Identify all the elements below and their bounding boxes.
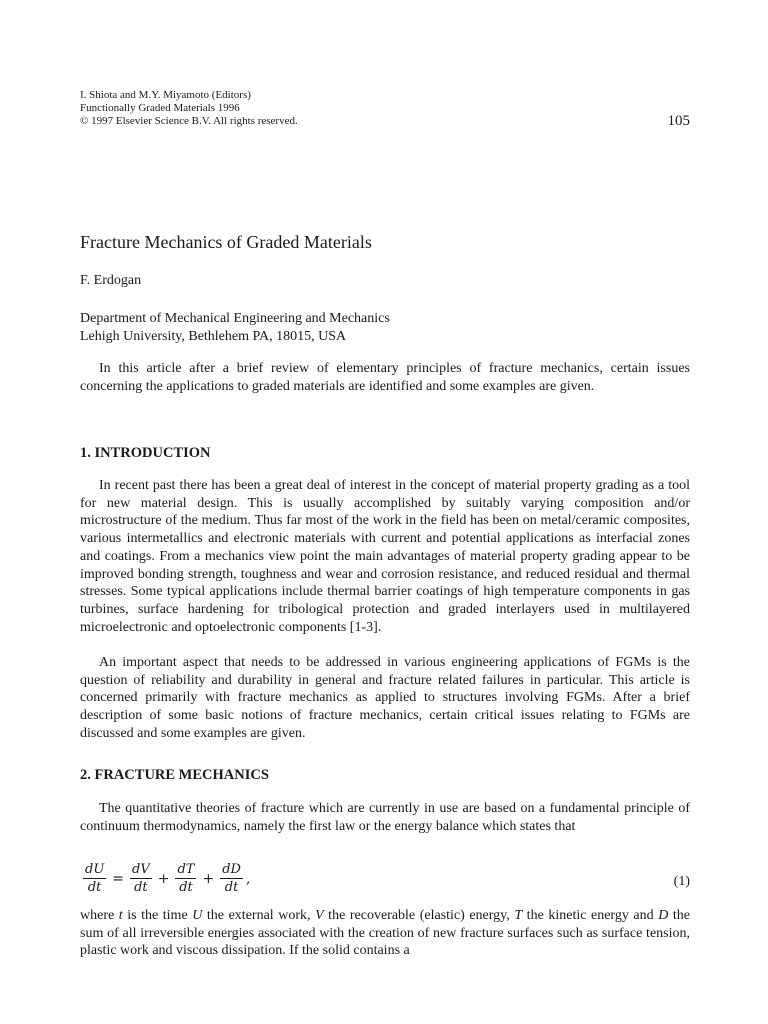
fraction-numerator: dV [132,862,150,877]
variable-D: D [658,908,669,923]
variable-t: t [118,908,123,923]
abstract-paragraph: In this article after a brief review of elementary principles of fracture mechanics, certain issues concerning the applications to graded materials are identified and some examples are given. [80,361,690,394]
affiliation-department: Department of Mechanical Engineering and Mechanics [80,311,390,326]
plus-sign: + [202,870,215,887]
section-heading-fracture-mechanics: 2. FRACTURE MECHANICS [80,767,269,783]
introduction-paragraph-1: In recent past there has been a great deal of interest in the concept of material property grading as a tool for new material design. This is usually accomplished by suitably varying composition and/or microstructure of the medium. Thus far most of the work in the field has been on metal/ceramic composites, various intermetallics and electronic materials with current and potential applications as interfacial zones and coatings. From a mechanics view point the main advantages of material property grading appear to be improved bonding strength, toughness and wear and corrosion resistance, and reduced residual and thermal stresses. Some typical applications include thermal barrier coatings of high temperature components in gas turbines, surface hardening for tribological protection and graded interlayers used in multilayered microelectronic and optoelectronic components [1-3]. [80,478,690,635]
variable-V: V [315,908,324,923]
fraction-denominator: dt [87,880,102,895]
author-affiliation [80,310,390,346]
fraction-numerator: dT [177,862,195,877]
fraction-denominator: dt [179,880,193,895]
fraction-numerator: dD [222,862,241,877]
fraction-denominator: dt [134,880,148,895]
section-heading-introduction: 1. INTRODUCTION [80,445,211,461]
book-title-line: Functionally Graded Materials 1996 [80,102,240,114]
fracture-mechanics-paragraph-1: The quantitative theories of fracture which are currently in use are based on a fundamental principle of continuum thermodynamics, namely the first law or the energy balance which states that [80,801,690,834]
copyright-line: © 1997 Elsevier Science B.V. All rights reserved. [80,115,298,127]
editors-line: I. Shiota and M.Y. Miyamoto (Editors) [80,89,251,101]
equation-body [80,862,253,895]
variable-T: T [514,908,523,923]
variable-U: U [192,908,203,923]
fraction-dV-dt [130,862,152,895]
text-run: where [80,908,119,923]
text-run: is the time [122,908,193,923]
fraction-dD-dt [220,862,243,895]
page-number: 105 [667,113,690,129]
publication-header [80,89,690,128]
fraction-dT-dt [175,862,196,895]
equation-1 [80,862,690,902]
equation-number: (1) [673,874,690,889]
fraction-dU-dt [83,862,106,895]
paper-title: Fracture Mechanics of Graded Materials [80,232,372,252]
text-run: the sum of all irreversible energies associated with the creation of new fracture surfaces such as surface tension, plastic work and viscous dissipation. If the solid contains a [80,908,690,959]
text-run: the kinetic energy and [522,908,659,923]
equation-comma: , [245,870,251,887]
fraction-denominator: dt [224,880,239,895]
affiliation-university: Lehigh University, Bethlehem PA, 18015, USA [80,329,347,344]
fraction-numerator: dU [85,862,105,877]
paper-page [80,0,690,1024]
text-run: the recoverable (elastic) energy, [323,908,515,923]
plus-sign: + [157,870,170,887]
equals-sign: = [112,870,125,887]
text-run: the external work, [202,908,316,923]
fracture-mechanics-paragraph-2 [80,907,690,960]
introduction-paragraph-2: An important aspect that needs to be addressed in various engineering applications of FGMs is the question of reliability and durability in general and fracture related failures in particular. This article is concerned primarily with fracture mechanics as applied to structures involving FGMs. After a brief description of some basic notions of fracture mechanics, certain critical issues relating to FGMs are discussed and some examples are given. [80,655,690,741]
author-name: F. Erdogan [80,273,142,288]
